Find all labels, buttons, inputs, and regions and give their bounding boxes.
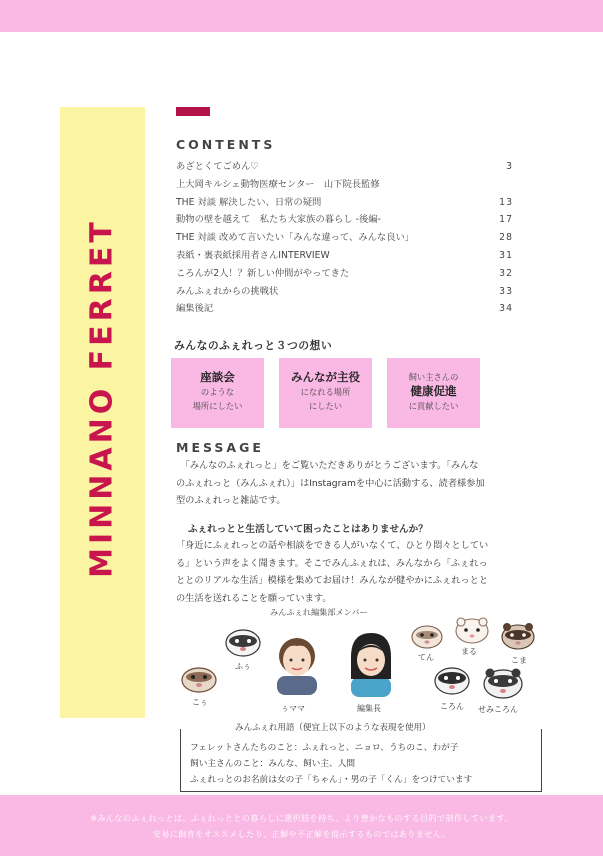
toc-page: 34 (499, 303, 513, 315)
message-line: 「身近にふぇれっとの話や相談をできる人がいなくて、ひとり悶々としてい (176, 540, 489, 551)
message-heading: MESSAGE (176, 440, 264, 455)
toc-page: 31 (499, 249, 513, 261)
toc-title: 動物の壁を越えて 私たち大家族の暮らし -後編- (176, 214, 381, 226)
member-label: まる (461, 647, 477, 656)
toc-title: みんふぇれからの挑戦状 (176, 285, 279, 297)
thought-main: みんなが主役 (291, 370, 360, 384)
toc-page: 17 (499, 214, 513, 226)
toc-item[interactable] (176, 158, 513, 176)
toc-title: ころんが2人！？新しい仲間がやってきた (176, 267, 350, 279)
member-label: ころん (440, 702, 464, 711)
ferret-fuu-icon (224, 627, 262, 659)
toc-title: THE 対談 解決したい、日常の疑問 (176, 196, 322, 208)
thought-main: 座談会 (200, 370, 235, 384)
member-label: ぅママ (281, 704, 305, 713)
toc-page: 3 (506, 161, 513, 172)
editor-chief-avatar-icon (343, 627, 399, 697)
member-label: 編集長 (357, 704, 381, 713)
toc-title: THE 対談 改めて言いたい「みんな違って、みんな良い」 (176, 232, 415, 244)
thought-main: 健康促進 (410, 384, 457, 398)
footer-note: 安易に飼育をオススメしたり、正解や不正解を提示するものではありません。 (152, 829, 451, 839)
bottom-band (0, 795, 603, 856)
thought-sub: 飼い主さんの (408, 372, 459, 382)
glossary-title: みんふぇれ用語（便宜上以下のような表現を使用） (227, 721, 439, 733)
toc-item[interactable] (176, 194, 513, 212)
thoughts-heading: みんなのふぇれっと３つの想い (174, 339, 333, 352)
member-label: てん (418, 653, 434, 662)
toc-item[interactable] (176, 229, 513, 247)
ferret-koma-icon (500, 621, 536, 651)
ferret-koron-icon (433, 664, 471, 696)
message-question: ふぇれっとと生活していて困ったことはありませんか？ (188, 524, 428, 535)
ferret-semikoron-icon (482, 666, 524, 700)
toc-item[interactable] (176, 176, 513, 194)
toc-item[interactable] (176, 247, 513, 265)
ferret-kou-icon (180, 664, 218, 694)
message-body (176, 537, 543, 607)
toc-page: 32 (499, 267, 513, 279)
toc-item[interactable] (176, 211, 513, 229)
ferret-maru-icon (454, 616, 490, 644)
mama-avatar-icon (271, 630, 323, 695)
glossary-line: 飼い主さんのこと：みんな、飼い主、人間 (190, 759, 356, 769)
message-line: 型のふぇれっと雑誌です。 (176, 495, 286, 506)
footer-note: ※みんなのふぇれっとは、ふぇれっととの暮らしに選択肢を持ち、より豊かなものする目的で制作しています。 (90, 813, 513, 823)
toc-item[interactable] (176, 265, 513, 283)
toc-page: 33 (499, 285, 513, 297)
message-line: の生活を送れることを願っています。 (176, 592, 332, 604)
thought-sub: のような (200, 387, 235, 397)
message-line: ととのリアルな生活」模様を集めてお届け！みんなが健やかにふぇれっとと (176, 575, 489, 586)
toc-page: 28 (499, 232, 513, 244)
message-line: る」という声をよく聞きます。そこでみんふぇれは、みんなから「ふぇれっ (176, 557, 488, 569)
member-label: せみころん (478, 705, 518, 714)
thought-sub: に貢献したい (408, 401, 459, 411)
thought-box-zadankai (171, 358, 264, 428)
contents-heading: CONTENTS (176, 137, 276, 152)
toc-page: 13 (499, 196, 513, 208)
toc-item[interactable] (176, 300, 513, 318)
members-title: みんふぇれ編集部メンバー (270, 607, 368, 617)
message-line: 「みんなのふぇれっと」をご覧いただきありがとうございます。「みんな (176, 460, 479, 471)
thought-box-everyone (279, 358, 372, 428)
magazine-title: MINNANO FERRET (84, 218, 120, 578)
member-label: こぅ (192, 698, 208, 707)
member-label: こま (511, 656, 527, 665)
accent-bar (176, 107, 210, 116)
toc-title: 表紙・裏表紙採用者さんINTERVIEW (176, 249, 330, 261)
toc-title: 上大岡キルシェ動物医療センター 山下院長監修 (176, 178, 380, 190)
ferret-ten-icon (410, 624, 444, 650)
thought-box-health (387, 358, 480, 428)
glossary-line: ふぇれっとのお名前は女の子「ちゃん」・男の子「くん」をつけています (190, 775, 473, 785)
thought-sub: にしたい (308, 401, 343, 411)
message-intro (176, 457, 543, 510)
top-band (0, 0, 603, 32)
thought-sub: になれる場所 (300, 387, 351, 397)
toc-title: 編集後記 (176, 303, 214, 315)
toc-item[interactable] (176, 283, 513, 301)
toc-title: あざとくてごめん♡ (176, 161, 259, 172)
member-label: ふぅ (235, 662, 251, 671)
glossary-line: フェレットさんたちのこと：ふぇれっと、ニョロ、うちのこ、わが子 (190, 743, 459, 753)
message-line: のふぇれっと（みんふぇれ）」はInstagramを中心に活動する、読者様参加 (176, 477, 485, 489)
thought-sub: 場所にしたい (192, 401, 243, 411)
table-of-contents (176, 158, 513, 318)
